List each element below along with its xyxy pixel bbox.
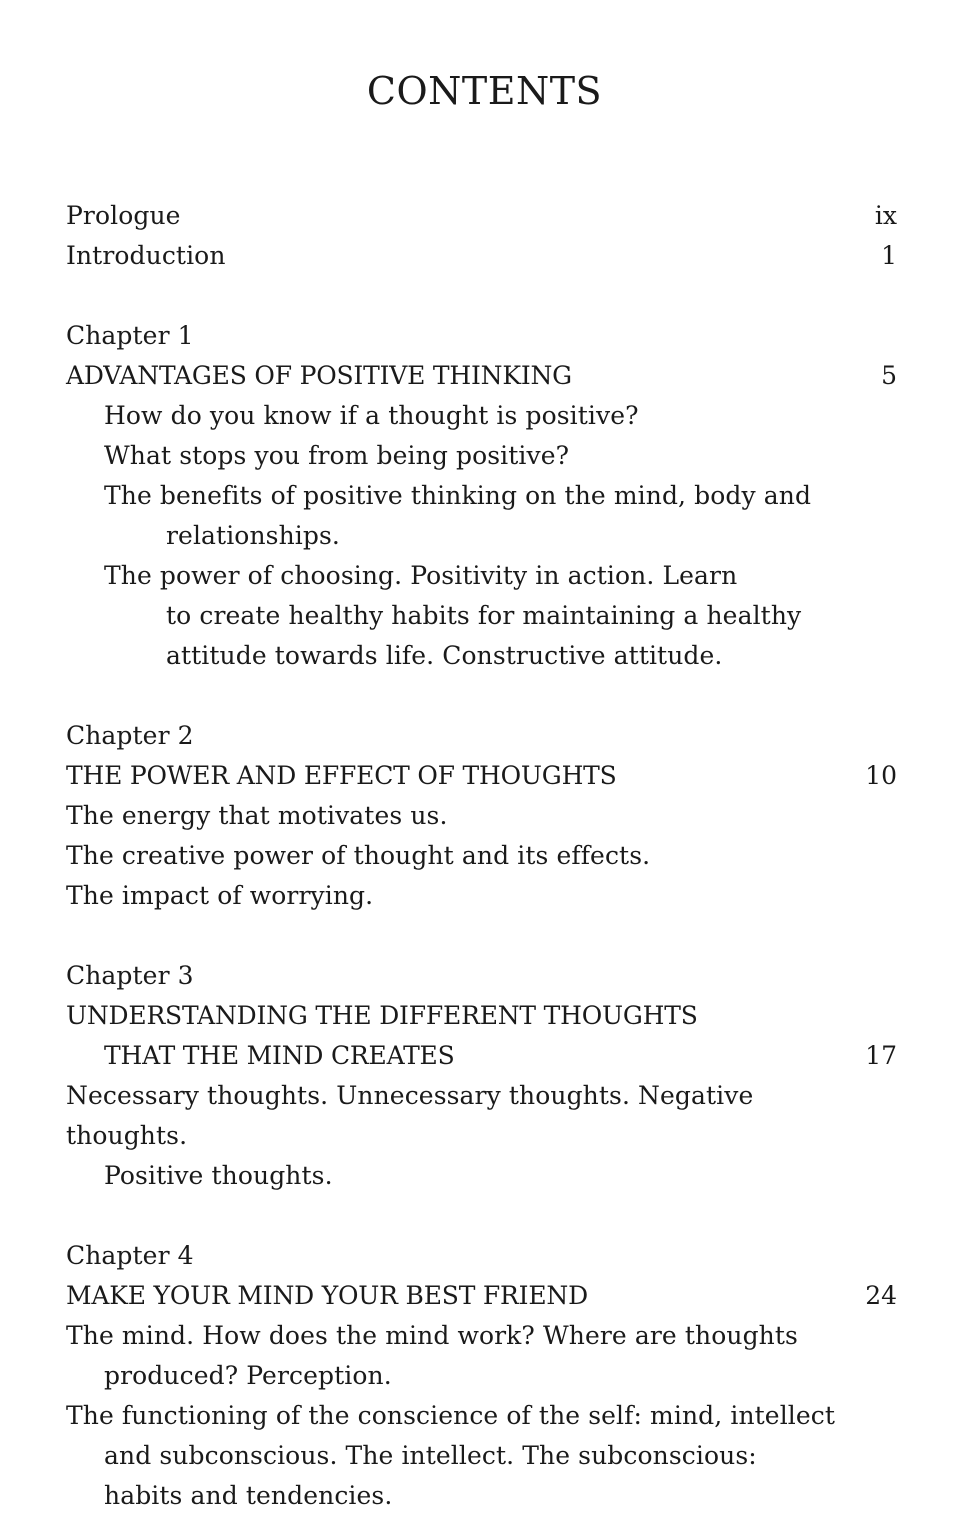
page-title: CONTENTS xyxy=(366,69,603,113)
chapter-heading: THE POWER AND EFFECT OF THOUGHTS xyxy=(66,761,617,790)
chapter-heading: ADVANTAGES OF POSITIVE THINKING xyxy=(66,361,572,390)
chapter-topic-line: produced? Perception. xyxy=(104,1361,392,1390)
chapter-topic-line: The functioning of the conscience of the self: mind, intellect xyxy=(66,1401,836,1430)
toc-page-number: 24 xyxy=(865,1281,897,1310)
chapter-topic-line: The energy that motivates us. xyxy=(66,801,448,830)
chapter-topic-line: The impact of worrying. xyxy=(66,881,374,910)
chapter-topic-line: habits and tendencies. xyxy=(104,1481,393,1510)
chapter-number: Chapter 3 xyxy=(66,961,194,990)
chapter-topic-line: The benefits of positive thinking on the mind, body and xyxy=(104,481,812,510)
chapter-heading: MAKE YOUR MIND YOUR BEST FRIEND xyxy=(66,1281,588,1310)
toc-page-number: 1 xyxy=(881,241,897,270)
chapter-topic-line: thoughts. xyxy=(66,1121,188,1150)
chapter-topic-line: How do you know if a thought is positive? xyxy=(104,401,639,430)
toc-entry-label: Prologue xyxy=(66,201,181,230)
chapter-topic-line: to create healthy habits for maintaining a healthy xyxy=(166,601,802,630)
chapter-topic-line: What stops you from being positive? xyxy=(104,441,570,470)
chapter-topic-line: attitude towards life. Constructive attitude. xyxy=(166,641,723,670)
chapter-number: Chapter 4 xyxy=(66,1241,194,1270)
toc-page-number: 10 xyxy=(865,761,897,790)
chapter-topic-line: and subconscious. The intellect. The subconscious: xyxy=(104,1441,757,1470)
chapter-number: Chapter 2 xyxy=(66,721,194,750)
toc-page-number: 5 xyxy=(881,361,897,390)
toc-entry-label: Introduction xyxy=(66,241,226,270)
chapter-topic-line: The mind. How does the mind work? Where are thoughts xyxy=(66,1321,798,1350)
chapter-topic-line: relationships. xyxy=(166,521,340,550)
chapter-heading: UNDERSTANDING THE DIFFERENT THOUGHTS xyxy=(66,1001,698,1030)
chapter-topic-line: The power of choosing. Positivity in action. Learn xyxy=(104,561,738,590)
toc-page-number: ix xyxy=(874,201,897,230)
chapter-heading-continued: THAT THE MIND CREATES xyxy=(104,1041,455,1070)
chapter-number: Chapter 1 xyxy=(66,321,194,350)
chapter-topic-line: The creative power of thought and its effects. xyxy=(66,841,651,870)
toc-page-number: 17 xyxy=(865,1041,897,1070)
chapter-topic-line: Positive thoughts. xyxy=(104,1161,333,1190)
chapter-topic-line: Necessary thoughts. Unnecessary thoughts. Negative xyxy=(66,1081,754,1110)
